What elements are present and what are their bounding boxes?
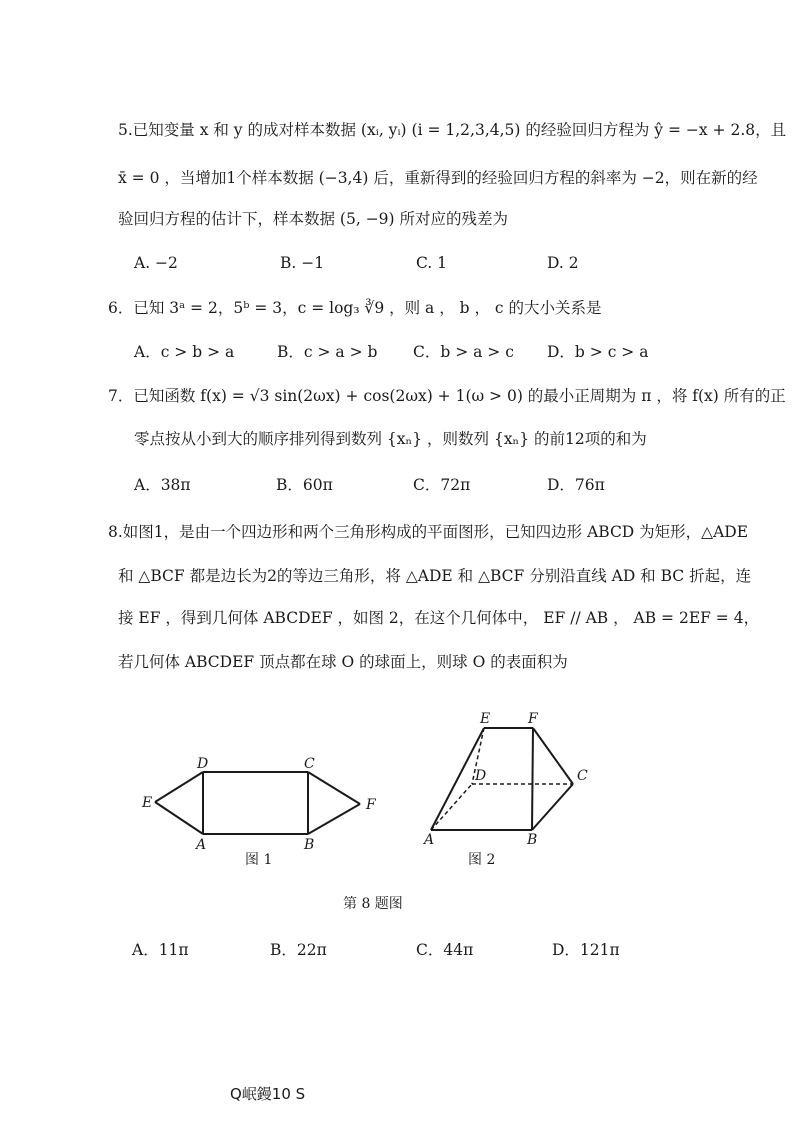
q5-line-3: 验回归方程的估计下，样本数据 (5, −9) 所对应的残差为 bbox=[118, 210, 509, 228]
q7-line-2: 零点按从小到大的顺序排列得到数列 {xₙ} ，则数列 {xₙ} 的前12项的和为 bbox=[134, 430, 647, 448]
figure-2 bbox=[418, 708, 618, 848]
fig1-label-c: C bbox=[304, 756, 315, 772]
figure-1-label: 图 1 bbox=[245, 852, 273, 868]
fig2-edge-fb bbox=[532, 728, 533, 830]
q8-line-1: 8.如图1，是由一个四边形和两个三角形构成的平面图形，已知四边形 ABCD 为矩形，△ADE bbox=[108, 523, 749, 541]
q8-option-d: D．121π bbox=[552, 941, 620, 959]
fig1-edge-cf bbox=[308, 772, 360, 804]
fig2-label-f: F bbox=[528, 711, 538, 727]
q6-option-c: C．b > a > c bbox=[413, 343, 514, 361]
q7-option-a: A．38π bbox=[134, 476, 191, 494]
figure-2-label: 图 2 bbox=[468, 852, 496, 868]
fig1-label-b: B bbox=[304, 837, 315, 853]
q5-option-a: A. −2 bbox=[134, 254, 178, 272]
q8-option-b: B．22π bbox=[270, 941, 327, 959]
q6-option-a: A．c > b > a bbox=[134, 343, 235, 361]
q6-line-1: 6．已知 3ᵃ = 2，5ᵇ = 3，c = log₃ ∛9 ，则 a ， b ， c 的大小关系是 bbox=[108, 299, 602, 317]
q8-line-3: 接 EF ，得到几何体 ABCDEF ，如图 2，在这个几何体中， EF // AB ， AB = 2EF = 4， bbox=[118, 609, 760, 627]
fig1-label-a: A bbox=[196, 837, 207, 853]
q7-option-c: C．72π bbox=[413, 476, 471, 494]
q5-option-b: B. −1 bbox=[280, 254, 325, 272]
fig2-label-e: E bbox=[480, 711, 491, 727]
figure-caption: 第 8 题图 bbox=[343, 896, 403, 912]
fig2-edge-fc bbox=[533, 728, 573, 784]
fig1-edge-de bbox=[155, 772, 203, 802]
fig1-label-e: E bbox=[142, 795, 153, 811]
page-footer: Q岷鏝10 S bbox=[230, 1085, 306, 1103]
fig2-label-c: C bbox=[577, 768, 588, 784]
q6-option-b: B．c > a > b bbox=[277, 343, 378, 361]
fig1-edge-ea bbox=[155, 802, 203, 834]
q8-option-a: A．11π bbox=[132, 941, 189, 959]
q5-line-2: x̄ = 0 ，当增加1个样本数据 (−3,4) 后，重新得到的经验回归方程的斜率为 −2，则在新的经 bbox=[118, 169, 758, 187]
q8-option-c: C．44π bbox=[416, 941, 474, 959]
q7-line-1: 7．已知函数 f(x) = √3 sin(2ωx) + cos(2ωx) + 1(ω > 0) 的最小正周期为 π ，将 f(x) 所有的正 bbox=[108, 387, 786, 405]
fig1-label-f: F bbox=[366, 797, 376, 813]
q5-option-d: D. 2 bbox=[547, 254, 579, 272]
fig1-edge-fb bbox=[308, 804, 360, 834]
q5-option-c: C. 1 bbox=[416, 254, 448, 272]
q7-option-d: D．76π bbox=[547, 476, 605, 494]
fig2-label-d: D bbox=[475, 768, 487, 784]
q7-option-b: B．60π bbox=[276, 476, 333, 494]
q8-line-2: 和 △BCF 都是边长为2的等边三角形，将 △ADE 和 △BCF 分别沿直线 AD 和 BC 折起，连 bbox=[118, 567, 752, 585]
q8-line-4: 若几何体 ABCDEF 顶点都在球 O 的球面上，则球 O 的表面积为 bbox=[118, 653, 568, 671]
q5-line-1: 5.已知变量 x 和 y 的成对样本数据 (xᵢ, yᵢ) (i = 1,2,3,4,5) 的经验回归方程为 ŷ = −x + 2.8，且 bbox=[118, 121, 787, 139]
fig2-label-b: B bbox=[527, 832, 538, 848]
q6-option-d: D．b > c > a bbox=[547, 343, 649, 361]
fig1-label-d: D bbox=[197, 756, 209, 772]
fig2-edge-bc bbox=[532, 784, 573, 830]
fig2-label-a: A bbox=[424, 832, 435, 848]
